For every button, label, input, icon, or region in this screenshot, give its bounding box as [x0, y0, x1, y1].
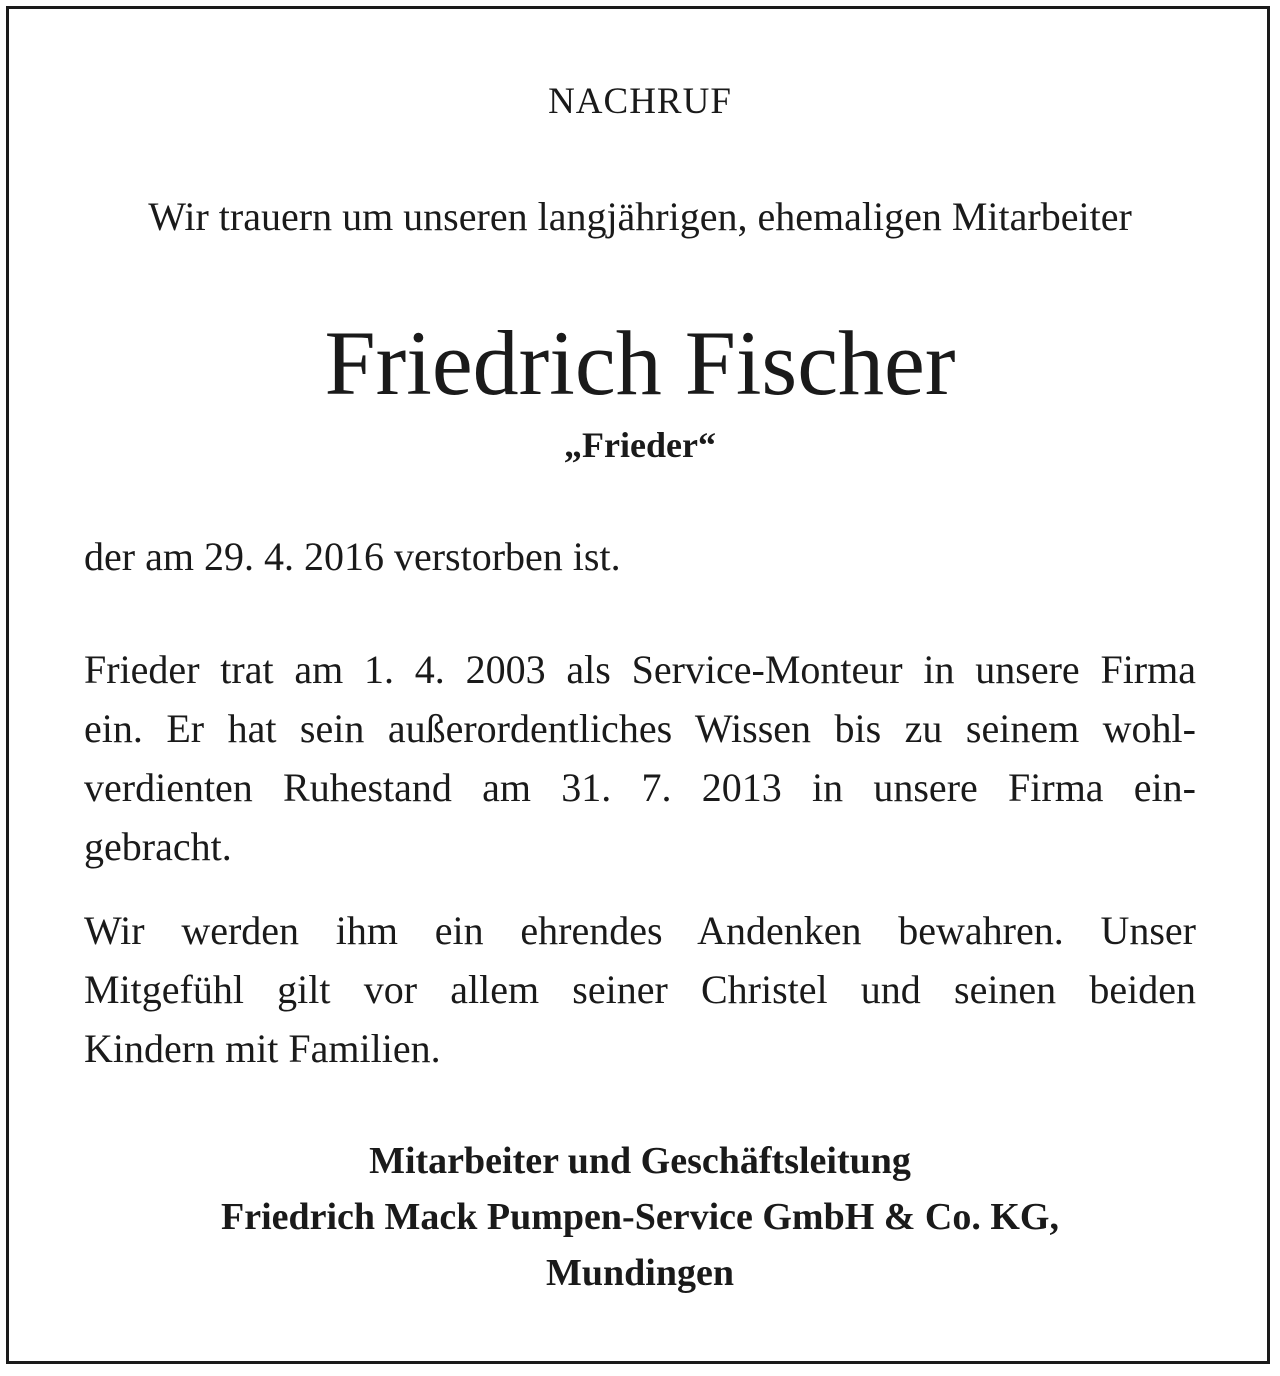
deceased-name: Friedrich Fischer	[324, 312, 956, 414]
paragraph-line: Kindern mit Familien.	[84, 1026, 441, 1071]
paragraph-line: ein. Er hat sein außerordentliches Wissen bis zu seinem wohl-	[84, 706, 1196, 751]
condolence-paragraph	[84, 901, 1196, 1078]
paragraph-line: Frieder trat am 1. 4. 2003 als Service-Monteur in unsere Firma	[84, 647, 1196, 692]
paragraph-line: Wir werden ihm ein ehrendes Andenken bewahren. Unser	[84, 908, 1196, 953]
deceased-nickname: „Frieder“	[564, 425, 716, 465]
paragraph-line: Mitgefühl gilt vor allem seiner Christel und seinen beiden	[84, 967, 1196, 1012]
signature-line-staff: Mitarbeiter und Geschäftsleitung	[369, 1140, 911, 1182]
career-paragraph	[84, 640, 1196, 876]
signature-line-company: Friedrich Mack Pumpen-Service GmbH & Co. KG,	[221, 1196, 1059, 1238]
signature-line-location: Mundingen	[546, 1252, 734, 1294]
paragraph-line: gebracht.	[84, 824, 232, 869]
signature-block	[0, 1133, 1280, 1301]
notice-heading: NACHRUF	[548, 81, 732, 122]
intro-line: Wir trauern um unseren langjährigen, ehemaligen Mitarbeiter	[148, 194, 1132, 239]
paragraph-line: verdienten Ruhestand am 31. 7. 2013 in unsere Firma ein-	[84, 765, 1196, 810]
date-of-death-line: der am 29. 4. 2016 verstorben ist.	[84, 534, 621, 579]
